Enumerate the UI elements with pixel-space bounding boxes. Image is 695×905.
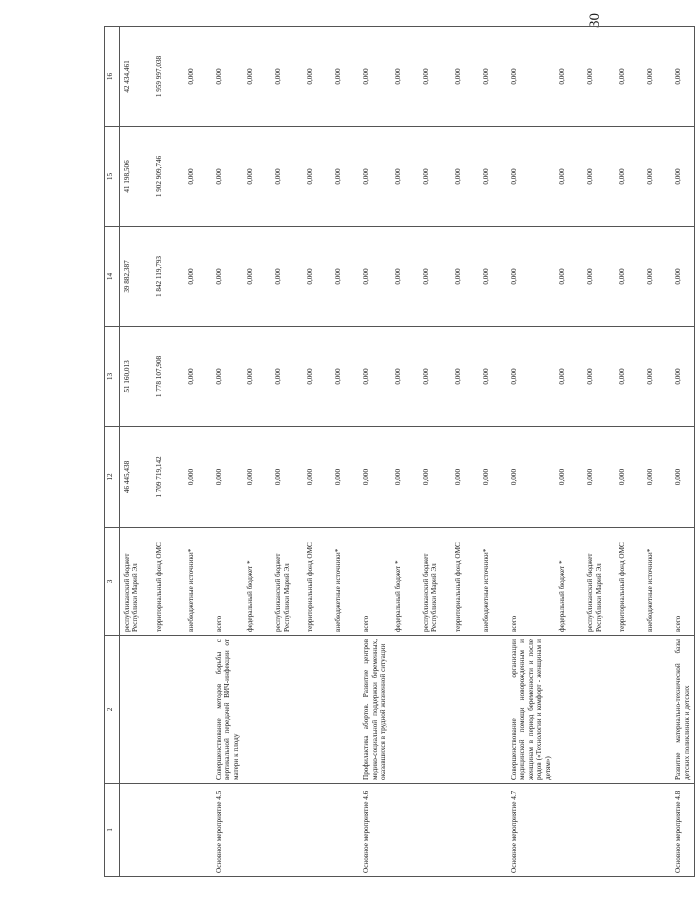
- column-header: 13: [105, 327, 120, 427]
- value-cell: 0,000: [479, 327, 507, 427]
- funding-source-cell: республиканский бюджет Республики Марий Эл: [419, 528, 451, 636]
- value-cell: 0,000: [359, 427, 390, 528]
- value-cell: 0,000: [243, 427, 271, 528]
- value-cell: 0,000: [555, 427, 583, 528]
- description-cell: Совершенствование организации медицинской помощи новорожденным и женщинам в период беременности и после родов («Технологии и комфорт - женщинам и детям»): [507, 636, 555, 784]
- value-cell: 0,000: [243, 327, 271, 427]
- value-cell: 39 882,387: [120, 227, 153, 327]
- table-row: [419, 27, 451, 877]
- table-row: [451, 27, 479, 877]
- value-cell: 0,000: [419, 327, 451, 427]
- value-cell: 0,000: [507, 127, 555, 227]
- measure-cell: [419, 784, 451, 877]
- value-cell: 51 160,013: [120, 327, 153, 427]
- value-cell: 0,000: [479, 127, 507, 227]
- funding-source-cell: всего: [212, 528, 243, 636]
- value-cell: 0,000: [419, 27, 451, 127]
- value-cell: 0,000: [212, 127, 243, 227]
- description-cell: [184, 636, 212, 784]
- value-cell: 46 445,438: [120, 427, 153, 528]
- value-cell: 0,000: [479, 227, 507, 327]
- value-cell: 0,000: [271, 327, 303, 427]
- value-cell: 0,000: [507, 427, 555, 528]
- description-cell: [451, 636, 479, 784]
- column-header: 16: [105, 27, 120, 127]
- value-cell: 0,000: [507, 227, 555, 327]
- value-cell: 0,000: [643, 27, 671, 127]
- description-cell: [583, 636, 615, 784]
- funding-source-cell: всего: [671, 528, 694, 636]
- funding-source-cell: территориальный фонд ОМС: [451, 528, 479, 636]
- value-cell: 0,000: [615, 327, 643, 427]
- value-cell: 0,000: [419, 227, 451, 327]
- measure-cell: [583, 784, 615, 877]
- funding-source-cell: внебюджетные источники*: [184, 528, 212, 636]
- measure-cell: [479, 784, 507, 877]
- funding-source-cell: республиканский бюджет Республики Марий Эл: [120, 528, 153, 636]
- value-cell: 0,000: [583, 127, 615, 227]
- value-cell: 0,000: [391, 227, 419, 327]
- description-cell: Профилактика абортов. Развитие центров медико-социальной поддержки беременных, оказавшихся в трудной жизненной ситуации: [359, 636, 390, 784]
- table-row: [391, 27, 419, 877]
- value-cell: 0,000: [184, 127, 212, 227]
- value-cell: 0,000: [671, 427, 694, 528]
- value-cell: 0,000: [615, 127, 643, 227]
- value-cell: 1 709 719,142: [152, 427, 184, 528]
- value-cell: 0,000: [643, 227, 671, 327]
- value-cell: 0,000: [555, 227, 583, 327]
- value-cell: 0,000: [391, 27, 419, 127]
- value-cell: 0,000: [359, 327, 390, 427]
- value-cell: 0,000: [583, 427, 615, 528]
- value-cell: 0,000: [271, 427, 303, 528]
- table-row: [303, 27, 331, 877]
- table-row: [583, 27, 615, 877]
- value-cell: 0,000: [303, 127, 331, 227]
- description-cell: [419, 636, 451, 784]
- table-row: [643, 27, 671, 877]
- value-cell: 0,000: [615, 27, 643, 127]
- value-cell: 0,000: [583, 27, 615, 127]
- description-cell: [479, 636, 507, 784]
- value-cell: 0,000: [583, 227, 615, 327]
- value-cell: 0,000: [212, 27, 243, 127]
- value-cell: 41 198,506: [120, 127, 153, 227]
- value-cell: 0,000: [671, 327, 694, 427]
- value-cell: 0,000: [419, 427, 451, 528]
- value-cell: 0,000: [331, 327, 359, 427]
- table-row: [479, 27, 507, 877]
- budget-table: [104, 26, 695, 877]
- measure-cell: [152, 784, 184, 877]
- table-row: [555, 27, 583, 877]
- table-row: [271, 27, 303, 877]
- funding-source-cell: внебюджетные источники*: [331, 528, 359, 636]
- value-cell: 0,000: [359, 127, 390, 227]
- measure-cell: [555, 784, 583, 877]
- measure-cell: [243, 784, 271, 877]
- value-cell: 0,000: [643, 327, 671, 427]
- value-cell: 0,000: [184, 227, 212, 327]
- value-cell: 0,000: [184, 327, 212, 427]
- description-cell: Развитие материально-технической базы детских поликлиник и детских: [671, 636, 694, 784]
- column-header: 12: [105, 427, 120, 528]
- column-header: 14: [105, 227, 120, 327]
- value-cell: 0,000: [359, 27, 390, 127]
- table-row: [359, 27, 390, 877]
- value-cell: 42 434,461: [120, 27, 153, 127]
- value-cell: 0,000: [671, 127, 694, 227]
- value-cell: 0,000: [479, 27, 507, 127]
- funding-source-cell: федеральный бюджет *: [555, 528, 583, 636]
- value-cell: 0,000: [271, 127, 303, 227]
- table-row: [184, 27, 212, 877]
- description-cell: [331, 636, 359, 784]
- value-cell: 0,000: [331, 227, 359, 327]
- table-row: [331, 27, 359, 877]
- value-cell: 0,000: [671, 227, 694, 327]
- value-cell: 0,000: [303, 427, 331, 528]
- value-cell: 0,000: [331, 127, 359, 227]
- value-cell: 0,000: [303, 27, 331, 127]
- value-cell: 0,000: [184, 27, 212, 127]
- value-cell: 0,000: [615, 227, 643, 327]
- funding-source-cell: республиканский бюджет Республики Марий Эл: [583, 528, 615, 636]
- measure-cell: Основное мероприятие 4.6: [359, 784, 390, 877]
- description-cell: Совершенствование методов борьбы с вертикальной передачей ВИЧ-инфекции от матери к плоду: [212, 636, 243, 784]
- measure-cell: [271, 784, 303, 877]
- measure-cell: [120, 784, 153, 877]
- column-header: 1: [105, 784, 120, 877]
- value-cell: 1 778 107,908: [152, 327, 184, 427]
- value-cell: 0,000: [451, 27, 479, 127]
- value-cell: 0,000: [451, 227, 479, 327]
- table-row: [615, 27, 643, 877]
- value-cell: 0,000: [643, 127, 671, 227]
- value-cell: 0,000: [271, 227, 303, 327]
- measure-cell: Основное мероприятие 4.8: [671, 784, 694, 877]
- value-cell: 0,000: [451, 427, 479, 528]
- funding-source-cell: территориальный фонд ОМС: [615, 528, 643, 636]
- value-cell: 0,000: [479, 427, 507, 528]
- page-number: 30: [587, 13, 603, 28]
- table-row: [507, 27, 555, 877]
- value-cell: 0,000: [271, 27, 303, 127]
- table-body: [120, 27, 695, 877]
- measure-cell: [451, 784, 479, 877]
- table-row: [671, 27, 694, 877]
- column-header: 2: [105, 636, 120, 784]
- funding-source-cell: федеральный бюджет *: [243, 528, 271, 636]
- table-row: [152, 27, 184, 877]
- value-cell: 0,000: [583, 327, 615, 427]
- rotated-table-container: [104, 27, 691, 877]
- value-cell: 0,000: [391, 127, 419, 227]
- value-cell: 0,000: [671, 27, 694, 127]
- description-cell: [271, 636, 303, 784]
- funding-source-cell: всего: [359, 528, 390, 636]
- description-cell: [303, 636, 331, 784]
- value-cell: 1 959 997,038: [152, 27, 184, 127]
- value-cell: 0,000: [507, 327, 555, 427]
- description-cell: [555, 636, 583, 784]
- measure-cell: [391, 784, 419, 877]
- value-cell: 0,000: [331, 27, 359, 127]
- value-cell: 0,000: [391, 427, 419, 528]
- value-cell: 0,000: [184, 427, 212, 528]
- value-cell: 0,000: [615, 427, 643, 528]
- value-cell: 0,000: [331, 427, 359, 528]
- description-cell: [391, 636, 419, 784]
- value-cell: 0,000: [643, 427, 671, 528]
- value-cell: 0,000: [212, 327, 243, 427]
- value-cell: 1 842 119,793: [152, 227, 184, 327]
- description-cell: [120, 636, 153, 784]
- value-cell: 0,000: [243, 227, 271, 327]
- column-header: 15: [105, 127, 120, 227]
- value-cell: 0,000: [359, 227, 390, 327]
- value-cell: 0,000: [451, 327, 479, 427]
- value-cell: 0,000: [303, 327, 331, 427]
- funding-source-cell: внебюджетные источники*: [479, 528, 507, 636]
- measure-cell: [184, 784, 212, 877]
- description-cell: [152, 636, 184, 784]
- funding-source-cell: территориальный фонд ОМС: [303, 528, 331, 636]
- measure-cell: Основное мероприятие 4.5: [212, 784, 243, 877]
- table-row: [120, 27, 153, 877]
- value-cell: 0,000: [555, 27, 583, 127]
- value-cell: 0,000: [212, 427, 243, 528]
- value-cell: 0,000: [212, 227, 243, 327]
- value-cell: 0,000: [555, 127, 583, 227]
- description-cell: [615, 636, 643, 784]
- table-row: [243, 27, 271, 877]
- funding-source-cell: внебюджетные источники*: [643, 528, 671, 636]
- table-row: [212, 27, 243, 877]
- value-cell: 0,000: [391, 327, 419, 427]
- measure-cell: [331, 784, 359, 877]
- value-cell: 0,000: [451, 127, 479, 227]
- measure-cell: [643, 784, 671, 877]
- value-cell: 0,000: [555, 327, 583, 427]
- measure-cell: Основное мероприятие 4.7: [507, 784, 555, 877]
- measure-cell: [303, 784, 331, 877]
- funding-source-cell: территориальный фонд ОМС: [152, 528, 184, 636]
- funding-source-cell: республиканский бюджет Республики Марий Эл: [271, 528, 303, 636]
- measure-cell: [615, 784, 643, 877]
- value-cell: 0,000: [243, 27, 271, 127]
- column-header: 3: [105, 528, 120, 636]
- funding-source-cell: федеральный бюджет *: [391, 528, 419, 636]
- description-cell: [643, 636, 671, 784]
- value-cell: 0,000: [303, 227, 331, 327]
- value-cell: 0,000: [507, 27, 555, 127]
- funding-source-cell: всего: [507, 528, 555, 636]
- value-cell: 1 902 909,746: [152, 127, 184, 227]
- value-cell: 0,000: [419, 127, 451, 227]
- description-cell: [243, 636, 271, 784]
- header-row: [105, 27, 120, 877]
- value-cell: 0,000: [243, 127, 271, 227]
